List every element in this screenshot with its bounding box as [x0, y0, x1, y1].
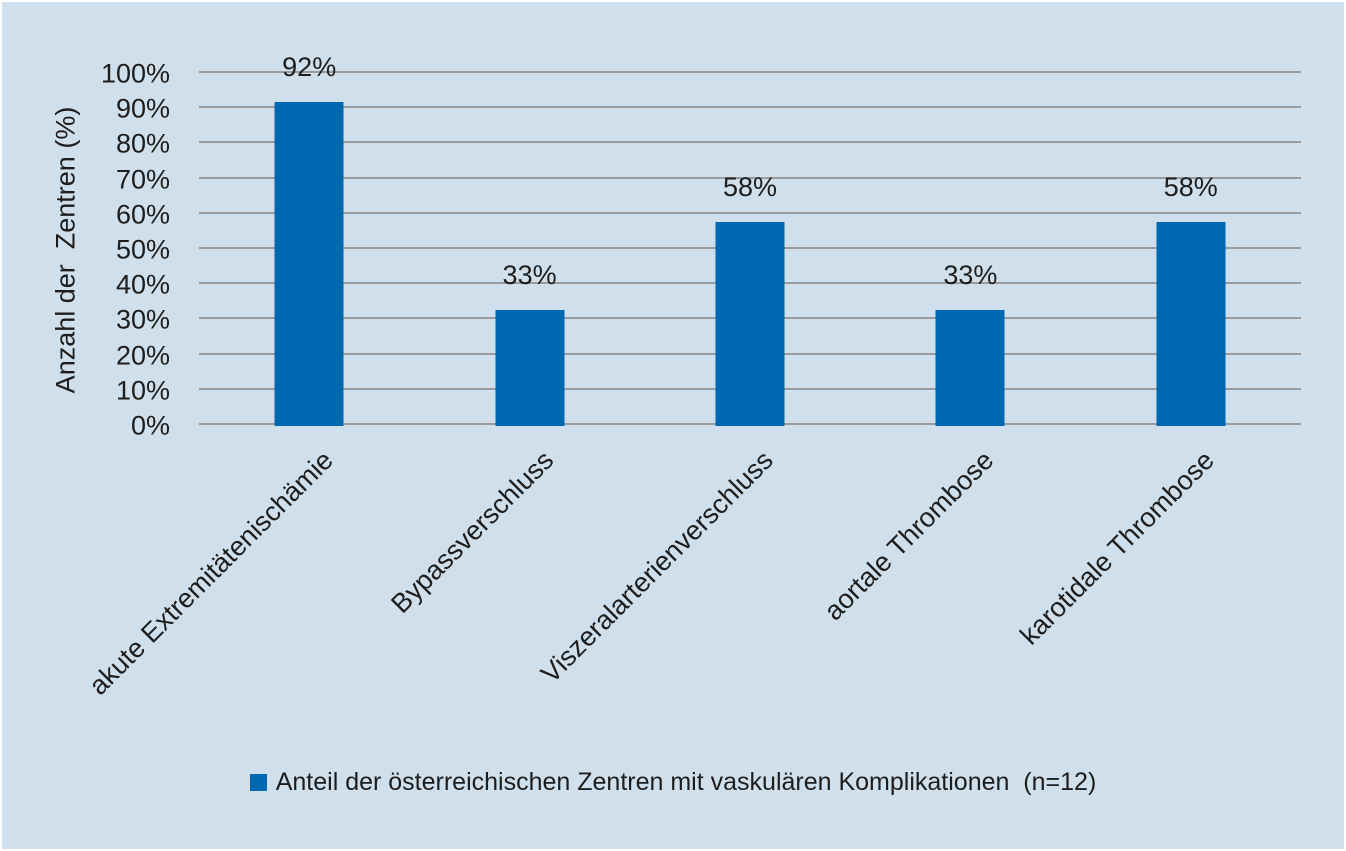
- gridline: [199, 71, 1301, 73]
- bar-value-label: 33%: [502, 259, 557, 290]
- y-axis-ticks: [2, 58, 185, 441]
- y-tick-label: 0%: [130, 410, 170, 441]
- y-tick-label: 60%: [115, 199, 170, 230]
- x-category-label: Bypassverschluss: [384, 445, 559, 620]
- y-tick-label: 70%: [115, 164, 170, 195]
- bar: [1156, 222, 1225, 426]
- bar-column: [199, 52, 419, 426]
- y-axis-title: Anzahl der Zentren (%): [50, 106, 81, 394]
- y-tick-label: 100%: [100, 58, 170, 89]
- bar-column: [640, 74, 860, 426]
- legend: [2, 762, 1344, 802]
- x-category-label: karotidale Thrombose: [1014, 445, 1221, 651]
- x-category-label: Viszeralarterienverschluss: [535, 445, 780, 689]
- y-tick-label: 10%: [115, 375, 170, 406]
- legend-label: Anteil der österreichischen Zentren mit vaskulären Komplikationen (n=12): [275, 767, 1097, 796]
- bar: [275, 102, 344, 426]
- x-category-label: aortale Thrombose: [818, 445, 1000, 627]
- bar-column: [419, 74, 639, 426]
- x-category-label: akute Extremitätenischämie: [82, 445, 339, 701]
- bar: [715, 222, 784, 426]
- bar-value-label: 92%: [282, 52, 337, 83]
- bar-column: [860, 74, 1080, 426]
- y-tick-label: 50%: [115, 234, 170, 265]
- y-tick-label: 20%: [115, 340, 170, 371]
- y-tick-label: 80%: [115, 128, 170, 159]
- bar-value-label: 58%: [722, 171, 778, 202]
- legend-marker-icon: [250, 774, 267, 791]
- bar: [936, 310, 1005, 426]
- plot-area: [199, 52, 1301, 426]
- y-tick-label: 30%: [115, 304, 170, 335]
- bar-column: [1081, 74, 1301, 426]
- bar: [495, 310, 564, 426]
- bar-value-label: 33%: [943, 259, 998, 290]
- y-tick-label: 90%: [115, 93, 170, 124]
- y-tick-label: 40%: [115, 269, 170, 300]
- bar-value-label: 58%: [1163, 171, 1218, 202]
